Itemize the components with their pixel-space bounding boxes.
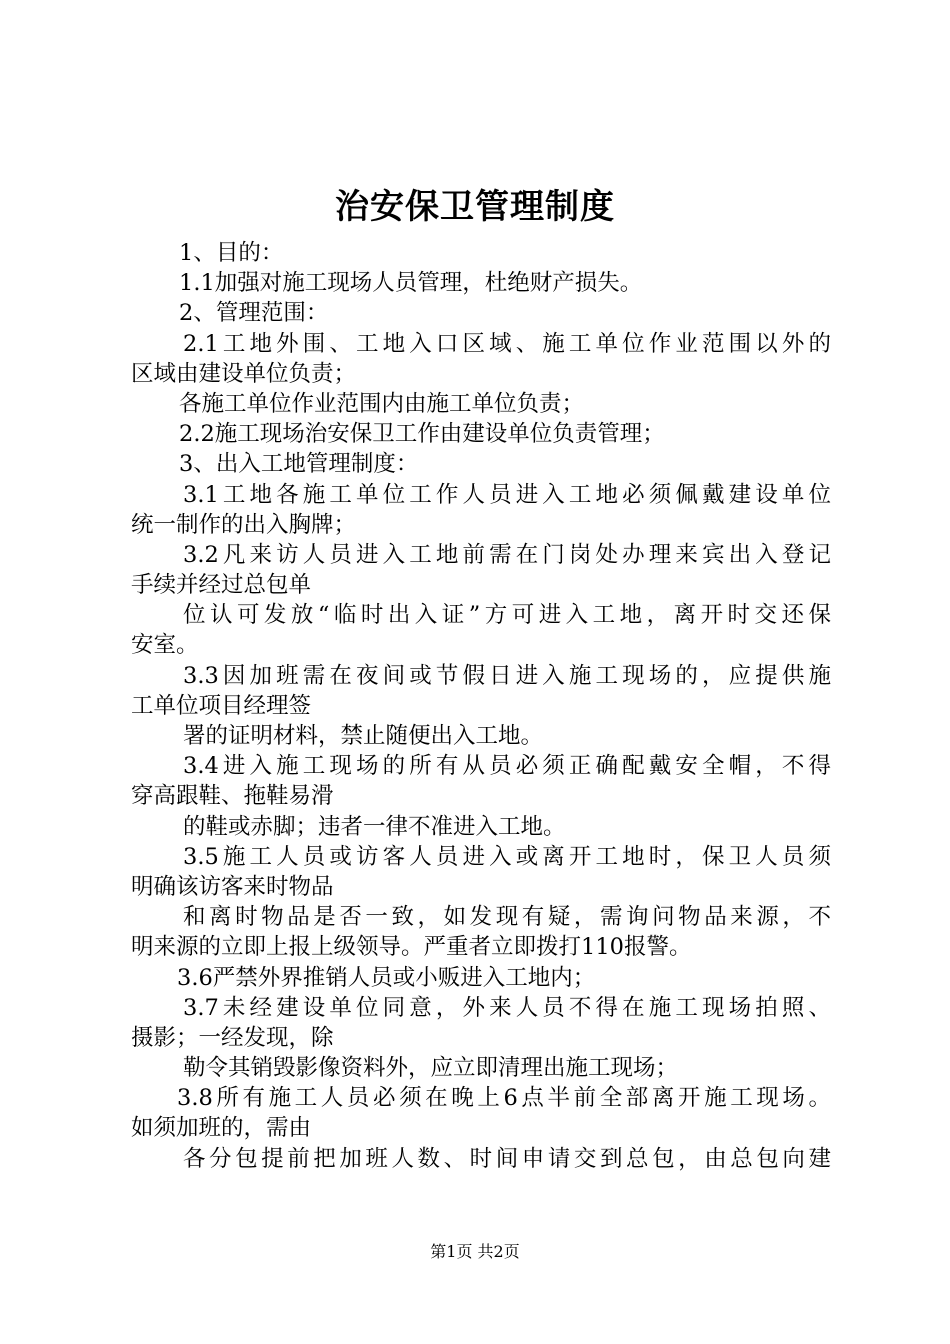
paragraph-line: 穿高跟鞋、拖鞋易滑 [131, 783, 334, 810]
paragraph-line: 2.1工地外围、工地入口区域、施工单位作业范围以外的 [183, 330, 831, 357]
paragraph-line: 各分包提前把加班人数、时间申请交到总包，由总包向建 [183, 1145, 831, 1172]
paragraph-line: 区域由建设单位负责； [131, 360, 357, 387]
paragraph-line: 各施工单位作业范围内由施工单位负责； [179, 390, 585, 417]
paragraph-line: 的鞋或赤脚；违者一律不准进入工地。 [183, 813, 566, 840]
document-body [131, 238, 831, 1174]
paragraph-line: 署的证明材料，禁止随便出入工地。 [183, 723, 544, 749]
paragraph-line: 和离时物品是否一致，如发现有疑，需询问物品来源，不 [183, 904, 831, 931]
section-heading: 3、出入工地管理制度： [179, 451, 419, 478]
paragraph-line: 3.5施工人员或访客人员进入或离开工地时，保卫人员须 [183, 843, 831, 870]
paragraph-line: 明来源的立即上报上级领导。严重者立即拨打110报警。 [131, 934, 692, 961]
paragraph-line: 3.4进入施工现场的所有从员必须正确配戴安全帽，不得 [183, 753, 831, 780]
paragraph-line: 3.3因加班需在夜间或节假日进入施工现场的，应提供施 [183, 662, 831, 689]
paragraph-line: 3.8所有施工人员必须在晚上6点半前全部离开施工现场。 [177, 1085, 831, 1112]
paragraph-line: 手续并经过总包单 [131, 572, 312, 599]
paragraph-line: 如须加班的，需由 [131, 1115, 312, 1142]
paragraph-line: 2.2施工现场治安保卫工作由建设单位负责管理； [179, 421, 665, 448]
paragraph-line: 3.2凡来访人员进入工地前需在门岗处办理来宾出入登记 [183, 541, 831, 568]
paragraph-line: 3.1工地各施工单位工作人员进入工地必须佩戴建设单位 [183, 481, 831, 508]
paragraph-line: 明确该访客来时物品 [131, 873, 334, 900]
paragraph-line: 1.1加强对施工现场人员管理，杜绝财产损失。 [179, 270, 643, 297]
document-title: 治安保卫管理制度 [335, 187, 615, 227]
paragraph-line: 3.6严禁外界推销人员或小贩进入工地内； [177, 964, 596, 991]
page-footer: 第1页 共2页 [430, 1242, 520, 1261]
section-heading: 2、管理范围： [179, 300, 329, 327]
paragraph-line: 摄影；一经发现，除 [131, 1024, 334, 1051]
paragraph-line: 3.7未经建设单位同意，外来人员不得在施工现场拍照、 [183, 994, 831, 1021]
section-heading: 1、目的： [179, 240, 284, 266]
paragraph-line: 统一制作的出入胸牌； [131, 511, 357, 538]
paragraph-line: 勒令其销毁影像资料外，应立即清理出施工现场； [183, 1055, 679, 1082]
paragraph-line: 位认可发放“临时出入证”方可进入工地，离开时交还保 [183, 602, 831, 629]
paragraph-line: 工单位项目经理签 [131, 692, 312, 719]
paragraph-line: 安室。 [131, 632, 199, 659]
